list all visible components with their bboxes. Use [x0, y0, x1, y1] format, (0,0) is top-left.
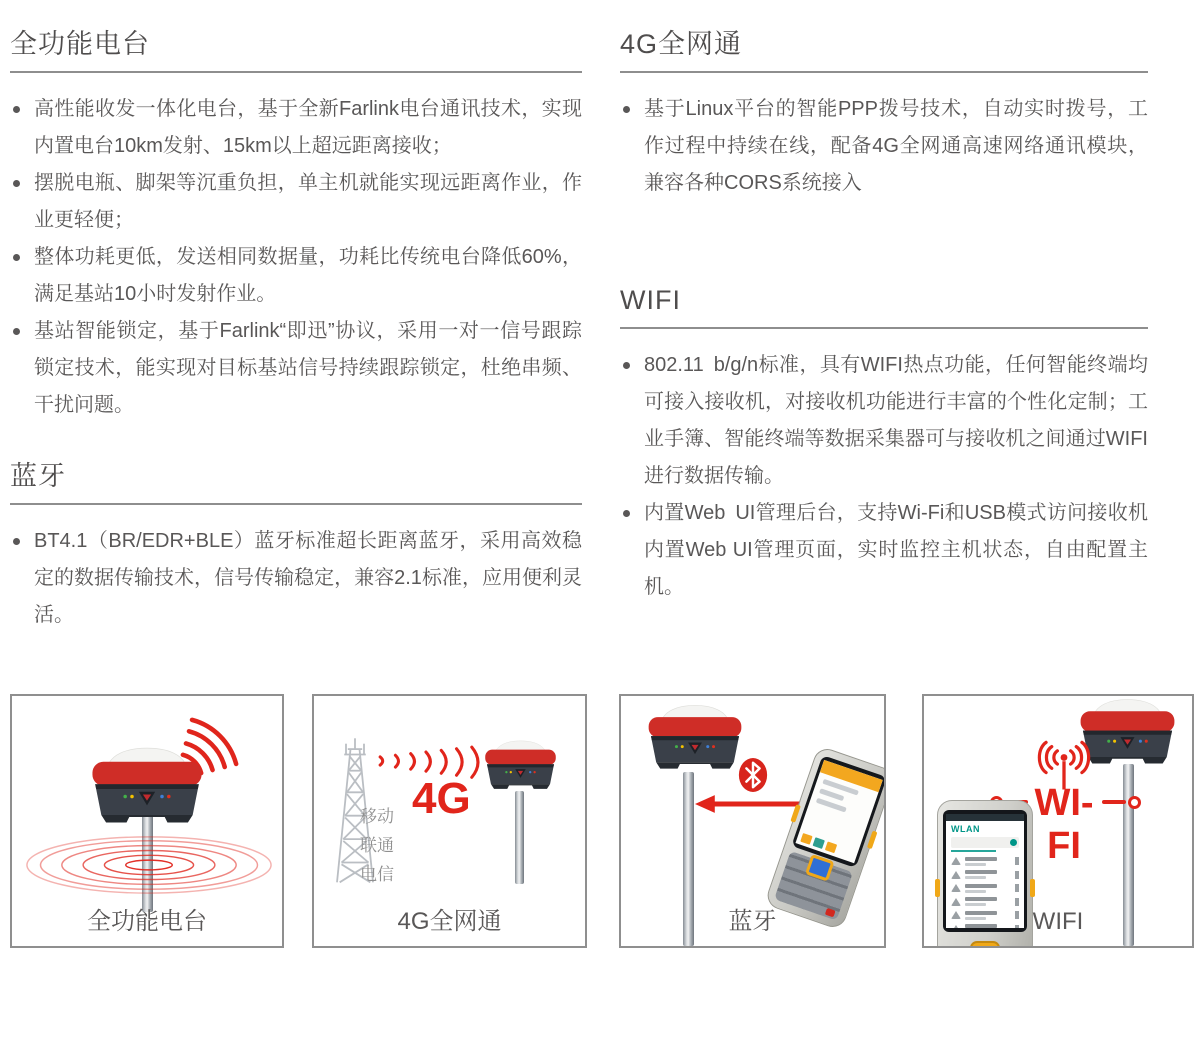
handheld-bezel	[791, 755, 886, 868]
panel-caption: 4G全网通	[397, 908, 502, 935]
wifi-icon	[951, 898, 961, 906]
bullet-item: 基站智能锁定，基于Farlink“即迅”协议，采用一对一信号跟踪锁定技术，能实现对目标基站信号持续跟踪锁定，杜绝串频、干扰问题。	[10, 313, 582, 424]
section-bluetooth	[10, 458, 582, 634]
panel-caption: 蓝牙	[728, 908, 777, 935]
ground-waves-icon	[22, 834, 276, 896]
panel-4g	[312, 694, 587, 948]
connector-line	[1102, 800, 1126, 804]
carrier-label: 联通	[360, 836, 394, 855]
wifi-list-row	[951, 870, 1019, 879]
section-title-bluetooth: 蓝牙	[10, 461, 66, 491]
carrier-label: 移动	[360, 807, 394, 826]
panel-caption: 全功能电台	[87, 908, 207, 935]
tab-indicator	[951, 850, 996, 852]
section-divider	[620, 327, 1148, 329]
carrier-label: 电信	[360, 865, 394, 884]
bullet-item: 整体功耗更低，发送相同数据量，功耗比传统电台降低60%，满足基站10小时发射作业。	[10, 239, 582, 313]
wifi-icon	[951, 871, 961, 879]
wifi-icon	[951, 884, 961, 892]
side-button	[935, 879, 940, 897]
menu-icon	[1015, 857, 1019, 865]
section-title-radio: 全功能电台	[10, 29, 150, 59]
bullet-item: 摆脱电瓶、脚架等沉重负担，单主机就能实现远距离作业，作业更轻便；	[10, 165, 582, 239]
menu-icon	[1015, 871, 1019, 879]
wlan-toggle-row	[951, 837, 1019, 848]
panel-radio	[10, 694, 284, 948]
section-title-wifi: WIFI	[620, 285, 681, 315]
panel-bluetooth	[619, 694, 886, 948]
bullet-item: BT4.1（BR/EDR+BLE）蓝牙标准超长距离蓝牙，采用高效稳定的数据传输技术，信号传输稳定，兼容2.1标准，应用便利灵活。	[10, 523, 582, 634]
bullet-item: 内置Web UI管理后台，支持Wi-Fi和USB模式访问接收机内置Web UI管理页面，实时监控主机状态，自由配置主机。	[620, 495, 1148, 606]
gnss-receiver-illustration	[472, 738, 569, 794]
connector-dot	[1128, 796, 1141, 809]
side-button	[867, 831, 878, 850]
section-divider	[10, 503, 582, 505]
wifi-list-row	[951, 884, 1019, 893]
bluetooth-bullet-list	[10, 523, 582, 634]
screen-toolbar	[800, 833, 854, 859]
handheld-keypad-area	[943, 935, 1027, 948]
section-wifi	[620, 282, 1148, 606]
wlan-title: WLAN	[951, 824, 980, 834]
section-divider	[620, 71, 1148, 73]
bullet-item: 基于Linux平台的智能PPP拨号技术，自动实时拨号，工作过程中持续在线，配备4G全网通高速网络通讯模块，兼容各种CORS系统接入	[620, 91, 1148, 202]
wifi-bullet-list	[620, 347, 1148, 606]
gnss-receiver-illustration	[72, 744, 222, 830]
carrier-labels	[360, 802, 394, 889]
panel-wifi	[922, 694, 1194, 948]
panel-caption: WIFI	[1032, 908, 1084, 935]
wifi-list-row	[951, 857, 1019, 866]
bullet-item: 802.11 b/g/n标准，具有WIFI热点功能，任何智能终端均可接入接收机，对接收机功能进行丰富的个性化定制；工业手簿、智能终端等数据采集器可与接收机之间通过WIFI进行数据传输。	[620, 347, 1148, 495]
toggle-dot	[1010, 839, 1017, 846]
bullet-item: 高性能收发一体化电台，基于全新Farlink电台通讯技术，实现内置电台10km发射、15km以上超远距离接收；	[10, 91, 582, 165]
menu-icon	[1015, 898, 1019, 906]
bluetooth-badge-icon	[737, 756, 769, 794]
status-bar	[946, 814, 1024, 821]
section-radio	[10, 26, 582, 424]
fourg-bullet-list	[620, 91, 1148, 202]
side-button	[1030, 879, 1035, 897]
wifi-list-row	[951, 897, 1019, 906]
wifi-icon	[951, 857, 961, 865]
section-divider	[10, 71, 582, 73]
radio-bullet-list	[10, 91, 582, 424]
4g-label: 4G	[412, 774, 471, 823]
home-key	[970, 941, 1000, 948]
section-title-4g: 4G全网通	[620, 29, 743, 59]
survey-pole	[515, 791, 524, 884]
wifi-label: WI-FI	[1034, 782, 1094, 867]
menu-icon	[1015, 884, 1019, 892]
section-4g	[620, 26, 1148, 202]
